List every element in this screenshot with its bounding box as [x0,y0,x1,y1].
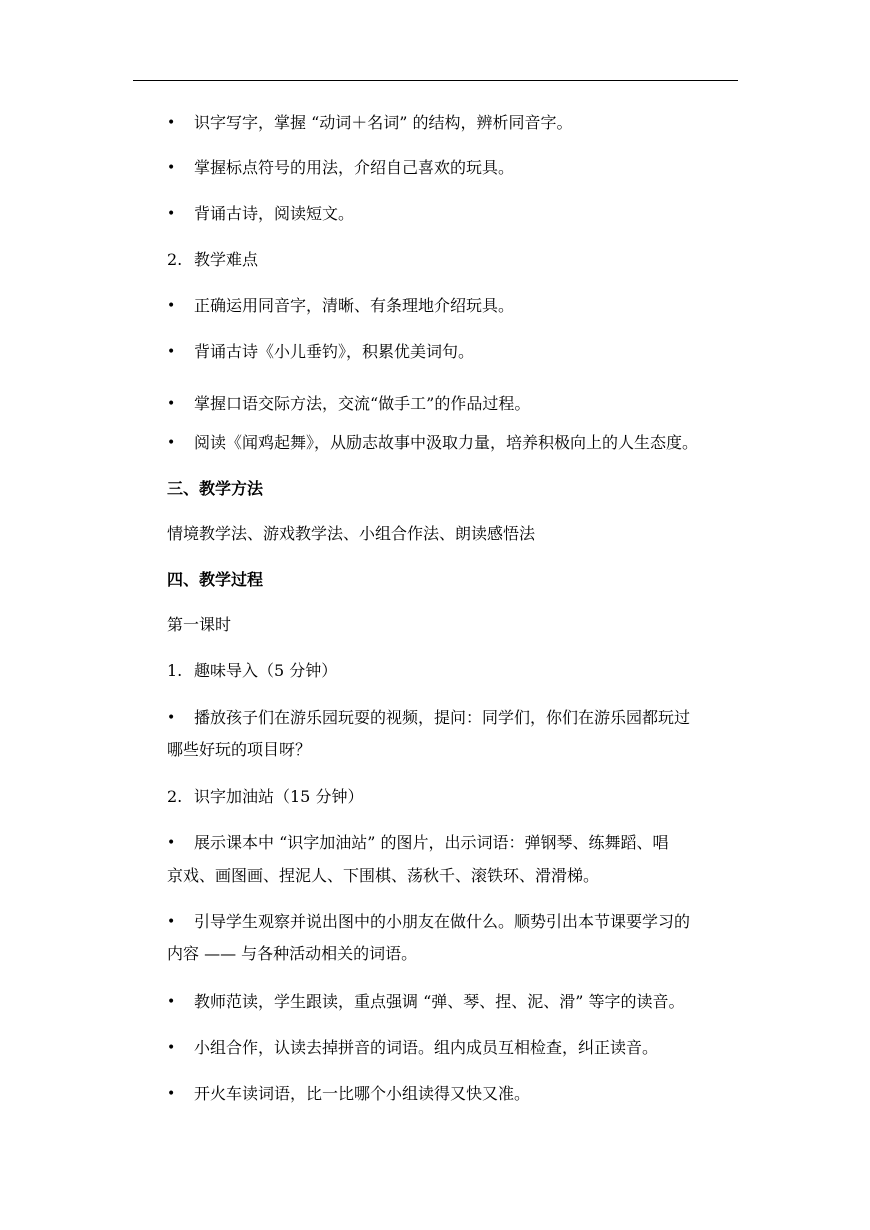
methods-text: 情境教学法、游戏教学法、小组合作法、朗读感悟法 [167,524,536,543]
lesson-label: 第一课时 [167,615,232,634]
bullet-dot: • [167,298,176,314]
difficulty-item-2: 背诵古诗《小儿垂钓》，积累优美词句。 [194,342,475,361]
bullet-dot: • [167,206,176,222]
bullet-dot: • [167,710,176,726]
step2-bullet2-line1: 引导学生观察并说出图中的小朋友在做什么。顺势引出本节课要学习的 [194,912,691,931]
methods-heading: 三、教学方法 [167,479,264,498]
goal-item-1: 识字写字，掌握 “动词＋名词” 的结构，辨析同音字。 [194,113,573,132]
bullet-dot: • [167,344,176,360]
bullet-dot: • [167,1086,176,1102]
step2-bullet3: 教师范读，学生跟读，重点强调 “弹、琴、捏、泥、滑” 等字的读音。 [194,992,685,1011]
step1-bullet-line2: 哪些好玩的项目呀？ [167,740,312,759]
goal-item-3: 背诵古诗，阅读短文。 [194,204,355,223]
step-number: 2. [167,787,183,806]
bullet-dot: • [167,396,176,412]
bullet-dot: • [167,435,176,451]
step1-bullet-line1: 播放孩子们在游乐园玩耍的视频，提问：同学们，你们在游乐园都玩过 [194,708,691,727]
difficulty-item-1: 正确运用同音字，清晰、有条理地介绍玩具。 [194,296,515,315]
bullet-dot: • [167,115,176,131]
step2-bullet1-line2: 京戏、画图画、捏泥人、下围棋、荡秋千、滚铁环、滑滑梯。 [167,866,600,885]
difficulty-item-4: 阅读《闻鸡起舞》，从励志故事中汲取力量，培养积极向上的人生态度。 [194,433,699,452]
step2-bullet1-line1: 展示课本中 “识字加油站” 的图片，出示词语：弹钢琴、练舞蹈、唱 [194,833,669,852]
bullet-dot: • [167,160,176,176]
step2-bullet4: 小组合作，认读去掉拼音的词语。组内成员互相检查，纠正读音。 [194,1038,659,1057]
step-number: 1. [167,661,183,680]
difficulty-title: 教学难点 [194,250,259,269]
step2-bullet5: 开火车读词语，比一比哪个小组读得又快又准。 [194,1084,531,1103]
section-number: 2. [167,250,183,269]
header-rule [133,80,738,81]
process-heading: 四、教学过程 [167,570,264,589]
difficulty-item-3: 掌握口语交际方法，交流“做手工”的作品过程。 [194,394,531,413]
goal-item-2: 掌握标点符号的用法，介绍自己喜欢的玩具。 [194,158,515,177]
step1-title: 趣味导入（5 分钟） [194,661,338,680]
bullet-dot: • [167,1040,176,1056]
step2-bullet2-line2: 内容 —— 与各种活动相关的词语。 [167,944,418,963]
step2-title: 识字加油站（15 分钟） [194,787,364,806]
bullet-dot: • [167,914,176,930]
bullet-dot: • [167,835,176,851]
bullet-dot: • [167,994,176,1010]
